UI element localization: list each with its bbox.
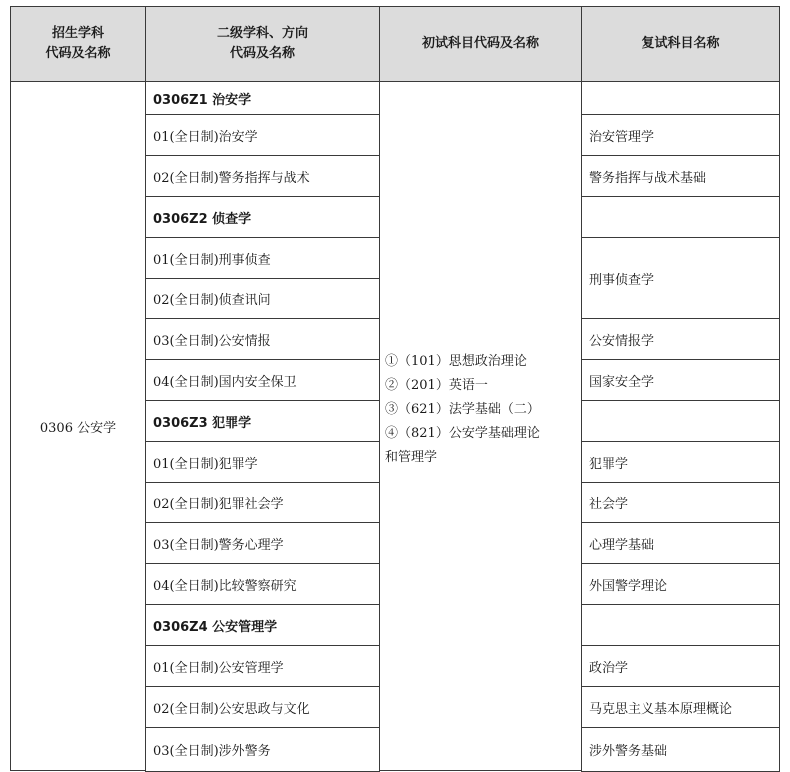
direction-text: 03(全日制)公安情报	[153, 333, 271, 349]
direction-cell	[145, 441, 380, 483]
direction-cell	[145, 522, 380, 564]
direction-text: 03(全日制)警务心理学	[153, 537, 284, 553]
direction-cell	[145, 645, 380, 687]
direction-text: 02(全日制)公安思政与文化	[153, 701, 310, 717]
retest-subject-cell	[581, 237, 780, 319]
retest-subject-text: 治安管理学	[589, 129, 655, 145]
discipline-code-cell	[145, 400, 380, 442]
header-major	[10, 6, 146, 82]
retest-subject-text: 国家安全学	[589, 374, 655, 390]
retest-subject-cell	[581, 114, 780, 156]
direction-text: 01(全日制)犯罪学	[153, 456, 258, 472]
header-major-line2: 代码及名称	[45, 46, 111, 61]
discipline-code-cell	[145, 196, 380, 238]
retest-subject-cell	[581, 196, 780, 238]
retest-subject-text: 政治学	[589, 660, 629, 676]
direction-cell	[145, 482, 380, 523]
direction-text: 04(全日制)国内安全保卫	[153, 374, 297, 390]
discipline-code-text: 0306Z2 侦查学	[153, 211, 252, 227]
header-submajor-line1: 二级学科、方向	[216, 26, 308, 41]
retest-subject-text: 外国警学理论	[589, 578, 668, 594]
retest-subject-text: 社会学	[589, 497, 629, 512]
retest-subject-text: 马克思主义基本原理概论	[589, 701, 733, 717]
retest-subject-cell	[581, 318, 780, 360]
direction-cell	[145, 563, 380, 605]
discipline-code-cell	[145, 604, 380, 646]
header-retest-text: 复试科目名称	[641, 36, 720, 51]
direction-text: 02(全日制)侦查讯问	[153, 293, 271, 308]
header-exam	[379, 6, 582, 82]
retest-subject-cell	[581, 81, 780, 115]
retest-subject-text: 刑事侦查学	[589, 272, 655, 288]
retest-subject-text: 心理学基础	[589, 537, 655, 553]
retest-subject-cell	[581, 441, 780, 483]
direction-cell	[145, 686, 380, 728]
header-submajor-line2: 代码及名称	[229, 46, 295, 61]
retest-subject-cell	[581, 359, 780, 401]
retest-subject-cell	[581, 400, 780, 442]
discipline-code-text: 0306Z1 治安学	[153, 92, 252, 108]
retest-subject-cell	[581, 563, 780, 605]
retest-subject-cell	[581, 155, 780, 197]
retest-subject-cell	[581, 482, 780, 523]
direction-text: 02(全日制)警务指挥与战术	[153, 170, 310, 186]
direction-text: 01(全日制)治安学	[153, 129, 258, 145]
direction-cell	[145, 114, 380, 156]
exam-subject-1: ①（101）思想政治理论	[385, 354, 527, 369]
header-major-line1: 招生学科	[51, 26, 104, 41]
direction-text: 03(全日制)涉外警务	[153, 744, 271, 759]
exam-subject-4-cont: 和管理学	[385, 450, 438, 465]
retest-subject-cell	[581, 727, 780, 772]
discipline-code-cell	[145, 81, 380, 115]
header-submajor	[145, 6, 380, 82]
exam-subject-2: ②（201）英语一	[385, 378, 488, 393]
discipline-code-text: 0306Z4 公安管理学	[153, 619, 278, 635]
direction-cell	[145, 318, 380, 360]
retest-subject-cell	[581, 645, 780, 687]
direction-cell	[145, 237, 380, 279]
retest-subject-cell	[581, 604, 780, 646]
direction-cell	[145, 155, 380, 197]
retest-subject-cell	[581, 522, 780, 564]
header-exam-text: 初试科目代码及名称	[421, 36, 539, 51]
major-name: 0306 公安学	[39, 420, 117, 436]
exam-subjects-cell	[379, 81, 582, 771]
major-cell	[10, 81, 146, 771]
direction-text: 01(全日制)刑事侦查	[153, 252, 271, 268]
exam-subject-3: ③（621）法学基础（二）	[385, 402, 540, 417]
direction-text: 01(全日制)公安管理学	[153, 660, 284, 676]
direction-cell	[145, 278, 380, 319]
exam-subject-4: ④（821）公安学基础理论	[385, 426, 540, 441]
retest-subject-text: 犯罪学	[589, 456, 629, 472]
retest-subject-text: 警务指挥与战术基础	[589, 170, 707, 186]
direction-cell	[145, 727, 380, 772]
header-retest	[581, 6, 780, 82]
direction-cell	[145, 359, 380, 401]
retest-subject-text: 涉外警务基础	[589, 744, 668, 759]
direction-text: 02(全日制)犯罪社会学	[153, 497, 284, 512]
retest-subject-cell	[581, 686, 780, 728]
retest-subject-text: 公安情报学	[589, 333, 655, 349]
admission-table	[10, 6, 780, 768]
discipline-code-text: 0306Z3 犯罪学	[153, 415, 252, 431]
direction-text: 04(全日制)比较警察研究	[153, 578, 297, 594]
